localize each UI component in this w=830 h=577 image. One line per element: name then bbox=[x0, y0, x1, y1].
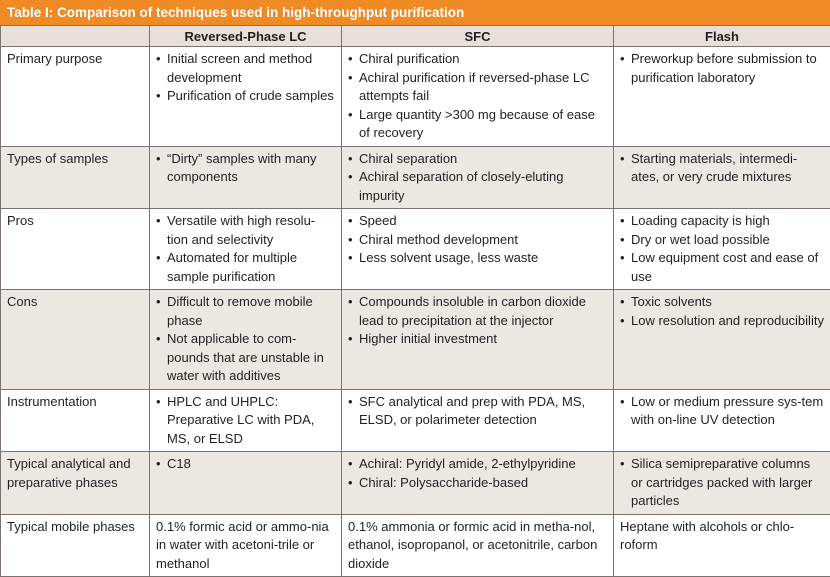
bullet-item: • Less solvent usage, less waste bbox=[348, 249, 607, 268]
cell-reversed-phase-lc bbox=[150, 389, 342, 452]
table-row bbox=[1, 452, 830, 515]
bullet-item: • Difficult to remove mobile phase bbox=[156, 293, 335, 330]
bullet-list bbox=[156, 455, 335, 474]
cell-sfc bbox=[342, 47, 614, 147]
table-row bbox=[1, 209, 830, 290]
bullet-item: • Initial screen and method development bbox=[156, 50, 335, 87]
bullet-list bbox=[620, 293, 824, 330]
header-cell-blank bbox=[1, 26, 150, 47]
row-label: Pros bbox=[1, 209, 150, 290]
cell-reversed-phase-lc bbox=[150, 47, 342, 147]
cell-flash bbox=[614, 514, 830, 577]
bullet-list bbox=[620, 212, 824, 286]
cell-flash bbox=[614, 389, 830, 452]
bullet-item: • Large quantity >300 mg because of ease of recovery bbox=[348, 106, 607, 143]
row-label: Typical analytical and preparative phases bbox=[1, 452, 150, 515]
header-cell-flash: Flash bbox=[614, 26, 830, 47]
bullet-item: • Dry or wet load possible bbox=[620, 231, 824, 250]
bullet-item: • C18 bbox=[156, 455, 335, 474]
bullet-item: • Toxic solvents bbox=[620, 293, 824, 312]
cell-sfc bbox=[342, 209, 614, 290]
bullet-item: • Achiral: Pyridyl amide, 2-ethylpyridine bbox=[348, 455, 607, 474]
bullet-list bbox=[348, 455, 607, 492]
row-label: Instrumentation bbox=[1, 389, 150, 452]
bullet-list bbox=[156, 212, 335, 286]
header-cell-reversed-phase-lc: Reversed-Phase LC bbox=[150, 26, 342, 47]
bullet-item: • Achiral separation of closely-eluting impurity bbox=[348, 168, 607, 205]
cell-reversed-phase-lc bbox=[150, 514, 342, 577]
bullet-item: • Silica semipreparative columns or cartridges packed with larger particles bbox=[620, 455, 824, 511]
cell-flash bbox=[614, 47, 830, 147]
bullet-item: • Chiral purification bbox=[348, 50, 607, 69]
bullet-item: • Starting materials, intermedi-ates, or very crude mixtures bbox=[620, 150, 824, 187]
bullet-list bbox=[620, 150, 824, 187]
cell-text: 0.1% formic acid or ammo-nia in water with acetoni-trile or methanol bbox=[156, 518, 335, 574]
bullet-item: • Low equipment cost and ease of use bbox=[620, 249, 824, 286]
cell-flash bbox=[614, 146, 830, 209]
table-row bbox=[1, 47, 830, 147]
bullet-list bbox=[348, 212, 607, 268]
cell-reversed-phase-lc bbox=[150, 452, 342, 515]
bullet-item: • “Dirty” samples with many components bbox=[156, 150, 335, 187]
table-row bbox=[1, 514, 830, 577]
bullet-list bbox=[348, 150, 607, 206]
row-label: Primary purpose bbox=[1, 47, 150, 147]
cell-sfc bbox=[342, 146, 614, 209]
table-row bbox=[1, 389, 830, 452]
table-row bbox=[1, 146, 830, 209]
bullet-list bbox=[156, 50, 335, 106]
bullet-item: • Low resolution and reproducibility bbox=[620, 312, 824, 331]
table-row bbox=[1, 290, 830, 390]
bullet-item: • Automated for multiple sample purification bbox=[156, 249, 335, 286]
cell-text: Heptane with alcohols or chlo-roform bbox=[620, 518, 824, 555]
cell-sfc bbox=[342, 389, 614, 452]
bullet-list bbox=[620, 455, 824, 511]
bullet-list bbox=[620, 50, 824, 87]
bullet-item: • Compounds insoluble in carbon dioxide lead to precipitation at the injector bbox=[348, 293, 607, 330]
bullet-item: • Preworkup before submission to purification laboratory bbox=[620, 50, 824, 87]
bullet-item: • Chiral separation bbox=[348, 150, 607, 169]
bullet-item: • Not applicable to com-pounds that are unstable in water with additives bbox=[156, 330, 335, 386]
cell-sfc bbox=[342, 452, 614, 515]
row-label: Types of samples bbox=[1, 146, 150, 209]
bullet-item: • Purification of crude samples bbox=[156, 87, 335, 106]
bullet-item: • Achiral purification if reversed-phase LC attempts fail bbox=[348, 69, 607, 106]
bullet-item: • Versatile with high resolu-tion and selectivity bbox=[156, 212, 335, 249]
bullet-list bbox=[156, 293, 335, 386]
table-title: Table I: Comparison of techniques used in high-throughput purification bbox=[0, 0, 830, 25]
bullet-item: • Higher initial investment bbox=[348, 330, 607, 349]
bullet-list bbox=[348, 393, 607, 430]
cell-reversed-phase-lc bbox=[150, 146, 342, 209]
bullet-item: • Speed bbox=[348, 212, 607, 231]
bullet-item: • Low or medium pressure sys-tem with on-line UV detection bbox=[620, 393, 824, 430]
bullet-list bbox=[620, 393, 824, 430]
bullet-item: • HPLC and UHPLC: Preparative LC with PDA, MS, or ELSD bbox=[156, 393, 335, 449]
cell-sfc bbox=[342, 290, 614, 390]
cell-flash bbox=[614, 452, 830, 515]
bullet-item: • SFC analytical and prep with PDA, MS, ELSD, or polarimeter detection bbox=[348, 393, 607, 430]
cell-reversed-phase-lc bbox=[150, 290, 342, 390]
cell-text: 0.1% ammonia or formic acid in metha-nol, ethanol, isopropanol, or acetonitrile, carbon dioxide bbox=[348, 518, 607, 574]
bullet-item: • Loading capacity is high bbox=[620, 212, 824, 231]
cell-reversed-phase-lc bbox=[150, 209, 342, 290]
header-row bbox=[1, 26, 830, 47]
row-label: Cons bbox=[1, 290, 150, 390]
row-label: Typical mobile phases bbox=[1, 514, 150, 577]
comparison-table bbox=[0, 25, 830, 577]
bullet-list bbox=[156, 150, 335, 187]
bullet-item: • Chiral: Polysaccharide-based bbox=[348, 474, 607, 493]
bullet-list bbox=[348, 50, 607, 143]
cell-sfc bbox=[342, 514, 614, 577]
header-cell-sfc: SFC bbox=[342, 26, 614, 47]
cell-flash bbox=[614, 290, 830, 390]
cell-flash bbox=[614, 209, 830, 290]
bullet-item: • Chiral method development bbox=[348, 231, 607, 250]
bullet-list bbox=[348, 293, 607, 349]
bullet-list bbox=[156, 393, 335, 449]
